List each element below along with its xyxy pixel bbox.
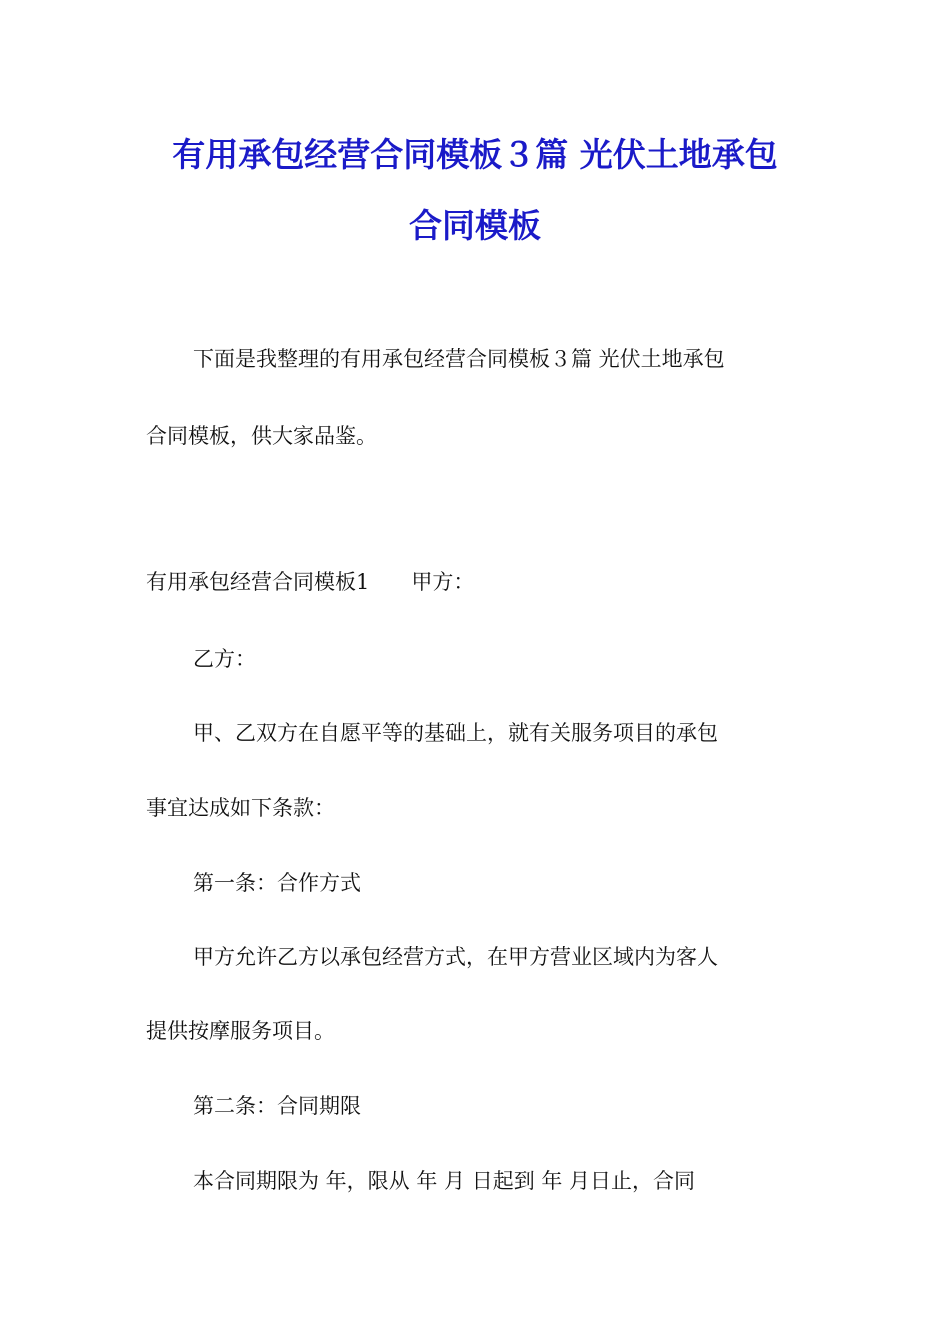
intro-line-2: 合同模板，供大家品鉴。 xyxy=(146,424,377,448)
contract-heading-line: 有用承包经营合同模板1 甲方： xyxy=(146,570,475,594)
paragraph-line: 甲方允许乙方以承包经营方式，在甲方营业区域内为客人 xyxy=(193,945,718,969)
paragraph-line: 事宜达成如下条款： xyxy=(146,796,335,820)
paragraph-line: 提供按摩服务项目。 xyxy=(146,1019,335,1043)
paragraph-line: 甲、乙双方在自愿平等的基础上，就有关服务项目的承包 xyxy=(193,721,718,745)
intro-line-1: 下面是我整理的有用承包经营合同模板３篇 光伏土地承包 xyxy=(193,347,725,371)
paragraph-line: 本合同期限为 年，限从 年 月 日起到 年 月日止，合同 xyxy=(193,1169,696,1193)
party-b-line: 乙方： xyxy=(193,647,256,671)
article-heading: 第二条：合同期限 xyxy=(193,1094,361,1118)
article-heading: 第一条：合作方式 xyxy=(193,871,361,895)
document-title-line-2: 合同模板 xyxy=(409,206,541,245)
document-title-line-1: 有用承包经营合同模板３篇 光伏土地承包 xyxy=(172,135,778,174)
